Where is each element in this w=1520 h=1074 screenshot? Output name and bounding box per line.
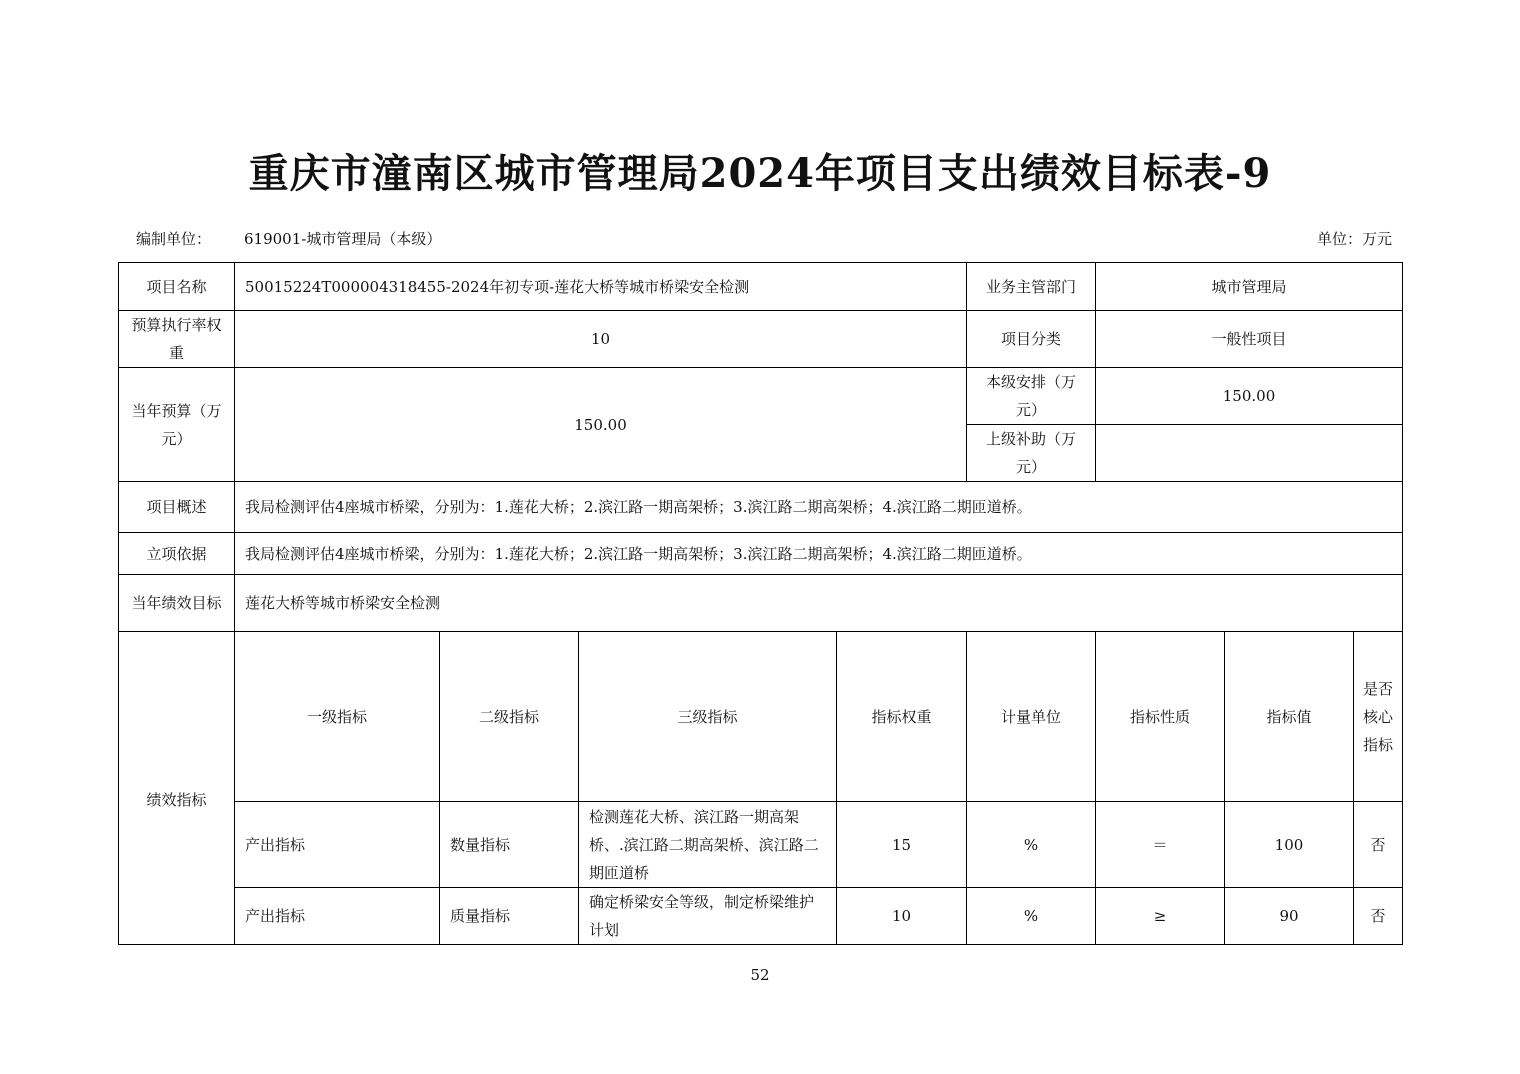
local-label: 本级安排（万元） [967,368,1096,425]
overview-label: 项目概述 [119,482,235,533]
category-label: 项目分类 [967,311,1096,368]
header-value: 指标值 [1225,632,1354,802]
overview-value: 我局检测评估4座城市桥梁，分别为：1.莲花大桥；2.滨江路一期高架桥；3.滨江路二期高架桥；4.滨江路二期匝道桥。 [235,482,1403,533]
upper-value [1096,425,1403,482]
row1-nature: ＝ [1096,802,1225,888]
row1-value: 100 [1225,802,1354,888]
dept-label: 业务主管部门 [967,263,1096,311]
currency-unit: 单位：万元 [1316,230,1392,248]
header-level2: 二级指标 [440,632,579,802]
row1-unit: % [967,802,1096,888]
exec-rate-value: 10 [235,311,967,368]
row2-level3: 确定桥梁安全等级，制定桥梁维护计划 [579,888,837,945]
dept-value: 城市管理局 [1096,263,1403,311]
page-title: 重庆市潼南区城市管理局2024年项目支出绩效目标表-9 [248,150,1272,197]
row2-level1: 产出指标 [235,888,440,945]
exec-rate-label: 预算执行率权重 [119,311,235,368]
row2-core: 否 [1354,888,1403,945]
goal-value: 莲花大桥等城市桥梁安全检测 [235,575,1403,632]
category-value: 一般性项目 [1096,311,1403,368]
project-name-value: 50015224T000004318455-2024年初专项-莲花大桥等城市桥梁安全检测 [235,263,967,311]
header-unit: 计量单位 [967,632,1096,802]
row1-level3: 检测莲花大桥、滨江路一期高架桥、.滨江路二期高架桥、滨江路二期匝道桥 [579,802,837,888]
header-core: 是否核心指标 [1354,632,1403,802]
row2-unit: % [967,888,1096,945]
row1-core: 否 [1354,802,1403,888]
header-level3: 三级指标 [579,632,837,802]
performance-table [118,262,1403,945]
budget-value: 150.00 [235,368,967,482]
row1-level2: 数量指标 [440,802,579,888]
basis-value: 我局检测评估4座城市桥梁，分别为：1.莲花大桥；2.滨江路一期高架桥；3.滨江路二期高架桥；4.滨江路二期匝道桥。 [235,533,1403,575]
unit-value: 619001-城市管理局（本级） [244,230,442,248]
project-name-label: 项目名称 [119,263,235,311]
row2-value: 90 [1225,888,1354,945]
goal-label: 当年绩效目标 [119,575,235,632]
row2-nature: ≥ [1096,888,1225,945]
budget-label: 当年预算（万元） [119,368,235,482]
header-weight: 指标权重 [837,632,967,802]
row2-weight: 10 [837,888,967,945]
row2-level2: 质量指标 [440,888,579,945]
row1-weight: 15 [837,802,967,888]
unit-label: 编制单位： [136,230,212,248]
indicators-label: 绩效指标 [119,632,235,945]
basis-label: 立项依据 [119,533,235,575]
row1-level1: 产出指标 [235,802,440,888]
header-level1: 一级指标 [235,632,440,802]
page-number: 52 [750,966,770,984]
header-nature: 指标性质 [1096,632,1225,802]
upper-label: 上级补助（万元） [967,425,1096,482]
local-value: 150.00 [1096,368,1403,425]
